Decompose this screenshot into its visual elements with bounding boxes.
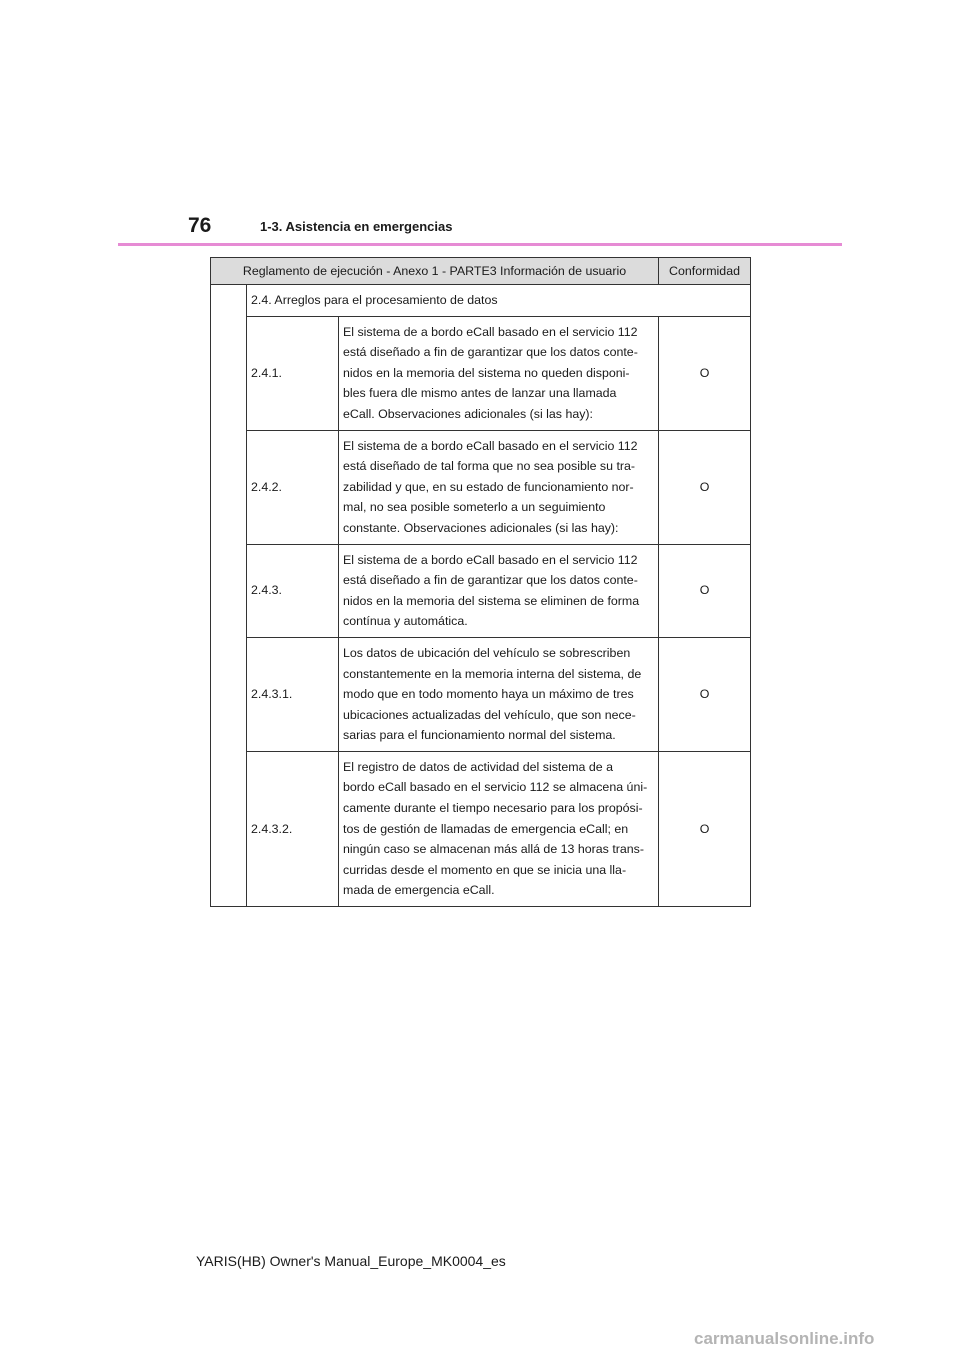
clause-text: Los datos de ubicación del vehículo se sobrescriben constantemente en la memoria interna del sistema, de modo que en todo momento haya un máximo de tres ubicaciones actualizadas del vehículo, que son nece- sarias para el funcionamiento normal del sistema. <box>339 637 659 751</box>
section-label: 2.4. Arreglos para el procesamiento de datos <box>247 285 751 317</box>
clause-text: El sistema de a bordo eCall basado en el servicio 112 está diseñado de tal forma que no sea posible su tra- zabilidad y que, en su estado de funcionamiento nor- mal, no sea posible someterlo a un seguimiento constante. Observaciones adicionales (si las hay): <box>339 430 659 544</box>
clause-number: 2.4.1. <box>247 316 339 430</box>
page-number: 76 <box>188 214 212 237</box>
clause-text: El registro de datos de actividad del sistema de a bordo eCall basado en el servicio 112 se almacena úni- camente durante el tiempo necesario para los propósi- tos de gestión de llamadas de emergencia eCall; en ningún caso se almacenan más allá de 13 horas trans- curridas desde el momento en que se inicia una lla- mada de emergencia eCall. <box>339 751 659 906</box>
section-row <box>211 285 751 317</box>
clause-number: 2.4.3. <box>247 544 339 637</box>
indent-cell <box>211 285 247 907</box>
clause-number: 2.4.3.2. <box>247 751 339 906</box>
regulation-header: Reglamento de ejecución - Anexo 1 - PARTE3 Información de usuario <box>211 258 659 285</box>
table-row <box>211 430 751 544</box>
table-row <box>211 316 751 430</box>
conformity-mark: O <box>659 430 751 544</box>
conformity-mark: O <box>659 316 751 430</box>
footer-manual-id: YARIS(HB) Owner's Manual_Europe_MK0004_es <box>196 1253 506 1269</box>
conformity-mark: O <box>659 637 751 751</box>
clause-text: El sistema de a bordo eCall basado en el servicio 112 está diseñado a fin de garantizar que los datos conte- nidos en la memoria del sistema se eliminen de forma contínua y automática. <box>339 544 659 637</box>
conformity-header: Conformidad <box>659 258 751 285</box>
conformity-mark: O <box>659 751 751 906</box>
clause-text: El sistema de a bordo eCall basado en el servicio 112 está diseñado a fin de garantizar que los datos conte- nidos en la memoria del sistema no queden disponi- bles fuera dle mismo antes de lanzar una llamada eCall. Observaciones adicionales (si las hay): <box>339 316 659 430</box>
table-header-row <box>211 258 751 285</box>
table-row <box>211 544 751 637</box>
watermark[interactable]: carmanualsonline.info <box>694 1329 875 1348</box>
regulation-table <box>210 257 751 907</box>
header-divider <box>118 243 842 246</box>
table-row <box>211 751 751 906</box>
conformity-mark: O <box>659 544 751 637</box>
table-row <box>211 637 751 751</box>
clause-number: 2.4.2. <box>247 430 339 544</box>
section-title: 1-3. Asistencia en emergencias <box>260 219 453 234</box>
clause-number: 2.4.3.1. <box>247 637 339 751</box>
